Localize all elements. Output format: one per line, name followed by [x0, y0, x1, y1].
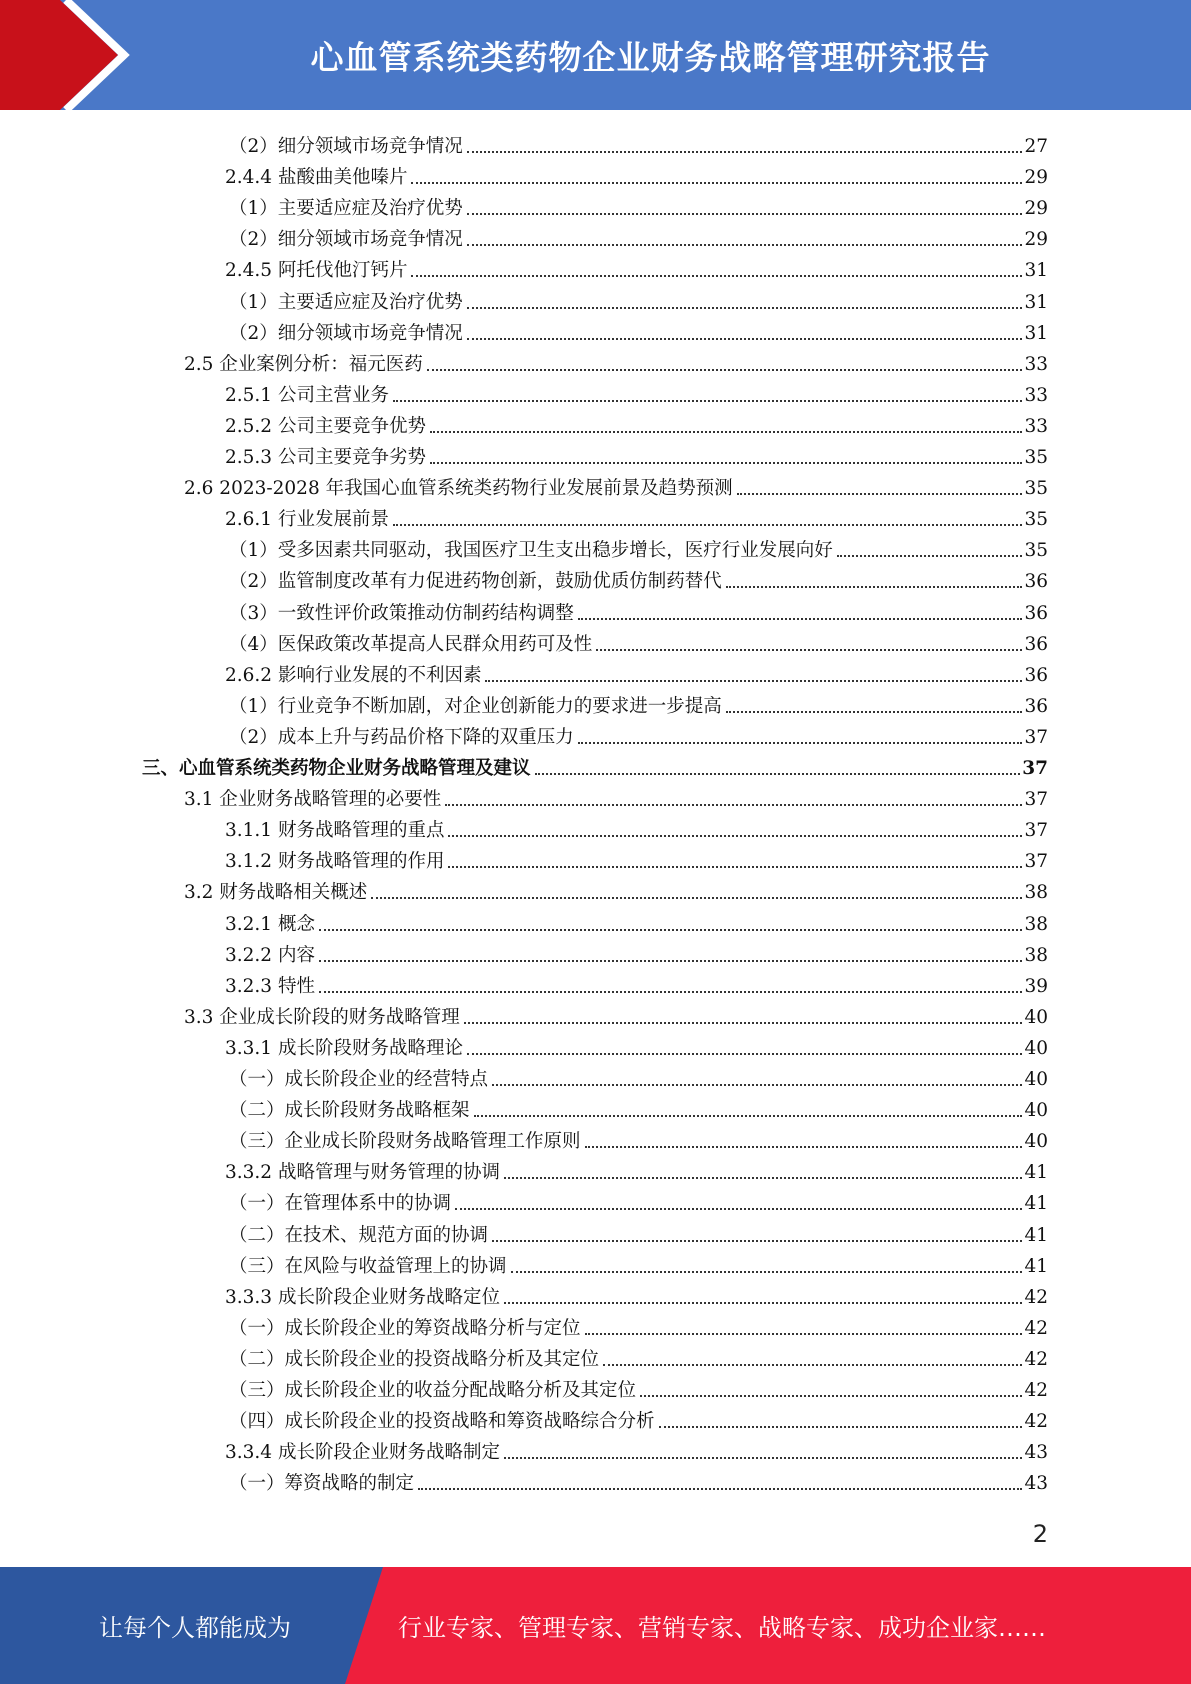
toc-entry[interactable] — [229, 1310, 1048, 1341]
toc-entry-page: 36 — [1024, 664, 1048, 686]
toc-entry-label: （一）筹资战略的制定 — [229, 1473, 415, 1495]
toc-entry[interactable] — [229, 563, 1048, 594]
toc-entry-label: （4）医保政策改革提高人民群众用药可及性 — [229, 633, 593, 655]
toc-entry-label: 2.5.1 公司主营业务 — [225, 384, 389, 406]
toc-dot-leader — [726, 711, 1023, 713]
toc-entry-page: 36 — [1024, 695, 1048, 717]
toc-entry-page: 29 — [1024, 198, 1048, 220]
toc-entry[interactable] — [229, 128, 1048, 159]
toc-entry[interactable] — [229, 1092, 1048, 1123]
toc-entry[interactable] — [225, 377, 1048, 408]
toc-dot-leader — [411, 275, 1022, 277]
toc-entry-page: 35 — [1024, 478, 1048, 500]
toc-entry-label: 3.1.2 财务战略管理的作用 — [225, 851, 445, 873]
toc-entry-label: 3.3.3 成长阶段企业财务战略定位 — [225, 1286, 500, 1308]
toc-entry[interactable] — [225, 657, 1048, 688]
toc-entry-page: 41 — [1024, 1193, 1048, 1215]
toc-dot-leader — [640, 1395, 1022, 1397]
toc-entry-page: 36 — [1024, 633, 1048, 655]
toc-entry[interactable] — [229, 284, 1048, 315]
toc-entry-page: 36 — [1024, 602, 1048, 624]
toc-entry-label: 2.4.4 盐酸曲美他嗪片 — [225, 167, 408, 189]
toc-dot-leader — [448, 866, 1022, 868]
toc-entry-page: 42 — [1024, 1380, 1048, 1401]
toc-entry-label: （三）企业成长阶段财务战略管理工作原则 — [229, 1131, 581, 1153]
toc-entry[interactable] — [184, 781, 1048, 812]
toc-dot-leader — [411, 182, 1022, 184]
toc-entry-page: 36 — [1024, 571, 1048, 593]
footer-banner — [0, 1567, 1191, 1684]
toc-entry-page: 27 — [1024, 136, 1048, 157]
toc-entry-page: 38 — [1024, 944, 1048, 966]
toc-entry-page: 40 — [1024, 1037, 1048, 1059]
toc-entry-page: 42 — [1024, 1411, 1048, 1433]
toc-entry-label: 2.6.1 行业发展前景 — [225, 509, 389, 531]
toc-entry-page: 40 — [1024, 1006, 1048, 1028]
toc-dot-leader — [504, 1457, 1022, 1459]
footer-slogan-left: 让每个人都能成为 — [99, 1614, 291, 1642]
toc-entry-label: （2）细分领域市场竞争情况 — [229, 229, 463, 251]
toc-entry[interactable] — [229, 1248, 1048, 1279]
toc-entry-page: 33 — [1024, 415, 1048, 437]
toc-entry-page: 37 — [1024, 726, 1048, 748]
toc-entry[interactable] — [229, 626, 1048, 657]
toc-entry-page: 31 — [1024, 260, 1048, 282]
toc-entry-label: （一）成长阶段企业的经营特点 — [229, 1069, 489, 1090]
toc-entry[interactable] — [225, 252, 1048, 283]
toc-dot-leader — [427, 369, 1023, 371]
toc-entry-label: 3.3.1 成长阶段财务战略理论 — [225, 1037, 463, 1059]
toc-dot-leader — [455, 1208, 1022, 1210]
toc-entry[interactable] — [229, 532, 1048, 563]
toc-entry-page: 42 — [1024, 1317, 1048, 1339]
toc-dot-leader — [467, 1053, 1022, 1055]
toc-entry[interactable] — [229, 688, 1048, 719]
toc-entry-label: 2.4.5 阿托伐他汀钙片 — [225, 260, 408, 282]
toc-entry-label: 3.3.4 成长阶段企业财务战略制定 — [225, 1442, 500, 1464]
toc-entry-page: 29 — [1024, 167, 1048, 189]
toc-dot-leader — [578, 742, 1023, 744]
toc-entry-label: 3.2 财务战略相关概述 — [184, 882, 368, 904]
toc-entry-page: 40 — [1024, 1131, 1048, 1153]
toc-entry[interactable] — [184, 874, 1048, 905]
toc-entry[interactable] — [229, 1372, 1048, 1403]
toc-entry-label: （二）成长阶段财务战略框架 — [229, 1100, 470, 1122]
toc-entry-page: 35 — [1024, 447, 1048, 468]
header-banner — [0, 0, 1191, 110]
toc-entry[interactable] — [225, 1154, 1048, 1185]
toc-dot-leader — [535, 773, 1021, 775]
toc-entry-page: 37 — [1024, 820, 1048, 842]
toc-dot-leader — [492, 1240, 1022, 1242]
toc-dot-leader — [511, 1271, 1023, 1273]
toc-entry-page: 35 — [1024, 509, 1048, 531]
toc-entry[interactable] — [229, 1341, 1048, 1372]
toc-entry-label: 2.5.3 公司主要竞争劣势 — [225, 447, 426, 468]
toc-dot-leader — [585, 1146, 1023, 1148]
toc-entry[interactable] — [225, 501, 1048, 532]
toc-entry-page: 29 — [1024, 229, 1048, 251]
toc-dot-leader — [504, 1177, 1022, 1179]
page-number: 2 — [1032, 1520, 1048, 1548]
toc-entry-page: 37 — [1024, 851, 1048, 873]
toc-entry-label: 3.1.1 财务战略管理的重点 — [225, 820, 445, 842]
toc-entry-label: （1）主要适应症及治疗优势 — [229, 291, 463, 313]
toc-entry-label: （一）在管理体系中的协调 — [229, 1193, 452, 1215]
toc-entry-page: 31 — [1024, 322, 1048, 344]
toc-dot-leader — [659, 1426, 1023, 1428]
toc-entry[interactable] — [225, 159, 1048, 190]
toc-dot-leader — [467, 307, 1023, 309]
toc-dot-leader — [467, 244, 1023, 246]
toc-entry-page: 35 — [1024, 540, 1048, 562]
toc-dot-leader — [393, 524, 1022, 526]
toc-entry-label: （二）成长阶段企业的投资战略分析及其定位 — [229, 1348, 600, 1370]
toc-dot-leader — [319, 960, 1023, 962]
toc-dot-leader — [319, 991, 1023, 993]
toc-dot-leader — [492, 1084, 1022, 1086]
toc-entry-page: 33 — [1024, 384, 1048, 406]
toc-entry[interactable] — [229, 1217, 1048, 1248]
toc-dot-leader — [837, 555, 1023, 557]
toc-entry-label: 三、心血管系统类药物企业财务战略管理及建议 — [142, 758, 531, 779]
toc-entry[interactable] — [184, 999, 1048, 1030]
toc-entry-page: 41 — [1024, 1162, 1048, 1184]
toc-entry-label: 2.5.2 公司主要竞争优势 — [225, 415, 426, 437]
toc-entry[interactable] — [229, 1185, 1048, 1216]
toc-entry-label: （一）成长阶段企业的筹资战略分析与定位 — [229, 1317, 581, 1339]
toc-entry-label: （二）在技术、规范方面的协调 — [229, 1224, 489, 1246]
toc-dot-leader — [474, 1115, 1023, 1117]
toc-entry-page: 37 — [1024, 789, 1048, 811]
footer-slogan-right: 行业专家、管理专家、营销专家、战略专家、成功企业家…… — [398, 1614, 1046, 1642]
toc-entry-page: 31 — [1024, 291, 1048, 313]
toc-entry[interactable] — [225, 968, 1048, 999]
toc-dot-leader — [445, 804, 1022, 806]
toc-entry-label: （1）受多因素共同驱动，我国医疗卫生支出稳步增长，医疗行业发展向好 — [229, 540, 833, 562]
toc-entry-label: 3.3 企业成长阶段的财务战略管理 — [184, 1006, 460, 1028]
toc-entry-page: 41 — [1024, 1224, 1048, 1246]
toc-entry-label: （2）细分领域市场竞争情况 — [229, 322, 463, 344]
toc-entry[interactable] — [225, 906, 1048, 937]
toc-entry-label: 2.6 2023-2028 年我国心血管系统类药物行业发展前景及趋势预测 — [184, 478, 733, 500]
toc-entry[interactable] — [142, 750, 1048, 781]
toc-entry-page: 39 — [1024, 975, 1048, 997]
toc-entry[interactable] — [229, 595, 1048, 626]
toc-entry-page: 37 — [1022, 758, 1048, 779]
toc-entry[interactable] — [229, 1061, 1048, 1092]
toc-dot-leader — [603, 1364, 1022, 1366]
toc-entry[interactable] — [225, 1030, 1048, 1061]
toc-entry[interactable] — [229, 190, 1048, 221]
toc-entry-label: （三）在风险与收益管理上的协调 — [229, 1255, 507, 1277]
toc-entry-label: （2）监管制度改革有力促进药物创新，鼓励优质仿制药替代 — [229, 571, 722, 593]
toc-dot-leader — [467, 213, 1023, 215]
toc-entry-label: 3.2.3 特性 — [225, 975, 315, 997]
toc-dot-leader — [596, 649, 1022, 651]
toc-dot-leader — [585, 1333, 1023, 1335]
toc-entry[interactable] — [184, 470, 1048, 501]
toc-entry-page: 43 — [1024, 1473, 1048, 1495]
toc-dot-leader — [393, 400, 1022, 402]
toc-dot-leader — [430, 462, 1022, 464]
toc-entry[interactable] — [225, 439, 1048, 470]
report-title: 心血管系统类药物企业财务战略管理研究报告 — [310, 37, 991, 77]
toc-entry-label: （2）细分领域市场竞争情况 — [229, 136, 463, 157]
toc-dot-leader — [448, 835, 1022, 837]
toc-entry[interactable] — [229, 1123, 1048, 1154]
toc-entry-page: 42 — [1024, 1286, 1048, 1308]
toc-entry[interactable] — [184, 346, 1048, 377]
toc-entry[interactable] — [225, 1434, 1048, 1465]
toc-entry[interactable] — [225, 408, 1048, 439]
toc-entry-page: 41 — [1024, 1255, 1048, 1277]
toc-entry-page: 40 — [1024, 1069, 1048, 1090]
toc-entry[interactable] — [229, 221, 1048, 252]
toc-dot-leader — [504, 1302, 1022, 1304]
toc-dot-leader — [371, 897, 1022, 899]
toc-entry[interactable] — [225, 1279, 1048, 1310]
toc-entry-label: （四）成长阶段企业的投资战略和筹资战略综合分析 — [229, 1411, 655, 1433]
toc-dot-leader — [430, 431, 1022, 433]
toc-entry[interactable] — [229, 315, 1048, 346]
toc-entry-label: 3.2.1 概念 — [225, 913, 315, 935]
toc-dot-leader — [485, 680, 1022, 682]
toc-entry[interactable] — [225, 937, 1048, 968]
toc-entry-page: 38 — [1024, 882, 1048, 904]
toc-entry-page: 33 — [1024, 353, 1048, 375]
toc-entry-label: 3.1 企业财务战略管理的必要性 — [184, 789, 442, 811]
toc-entry-label: （三）成长阶段企业的收益分配战略分析及其定位 — [229, 1380, 637, 1401]
toc-entry-label: （1）行业竞争不断加剧，对企业创新能力的要求进一步提高 — [229, 695, 722, 717]
toc-entry-label: （1）主要适应症及治疗优势 — [229, 198, 463, 220]
toc-entry-label: （2）成本上升与药品价格下降的双重压力 — [229, 726, 574, 748]
toc-entry-page: 42 — [1024, 1348, 1048, 1370]
toc-entry-page: 40 — [1024, 1100, 1048, 1122]
toc-entry[interactable] — [225, 843, 1048, 874]
toc-dot-leader — [319, 929, 1023, 931]
toc-dot-leader — [418, 1488, 1022, 1490]
toc-entry[interactable] — [229, 719, 1048, 750]
toc-entry[interactable] — [229, 1403, 1048, 1434]
toc-dot-leader — [467, 151, 1023, 153]
toc-entry-label: 3.3.2 战略管理与财务管理的协调 — [225, 1162, 500, 1184]
toc-entry-label: 2.5 企业案例分析：福元医药 — [184, 353, 423, 375]
toc-entry-label: 3.2.2 内容 — [225, 944, 315, 966]
toc-dot-leader — [464, 1022, 1023, 1024]
toc-dot-leader — [737, 493, 1023, 495]
toc-entry-label: 2.6.2 影响行业发展的不利因素 — [225, 664, 482, 686]
toc-dot-leader — [726, 586, 1023, 588]
toc-dot-leader — [467, 338, 1023, 340]
toc-entry-page: 38 — [1024, 913, 1048, 935]
toc-dot-leader — [578, 618, 1023, 620]
toc-entry-label: （3）一致性评价政策推动仿制药结构调整 — [229, 602, 574, 624]
toc-entry[interactable] — [225, 812, 1048, 843]
toc-entry-page: 43 — [1024, 1442, 1048, 1464]
toc-entry[interactable] — [229, 1465, 1048, 1496]
